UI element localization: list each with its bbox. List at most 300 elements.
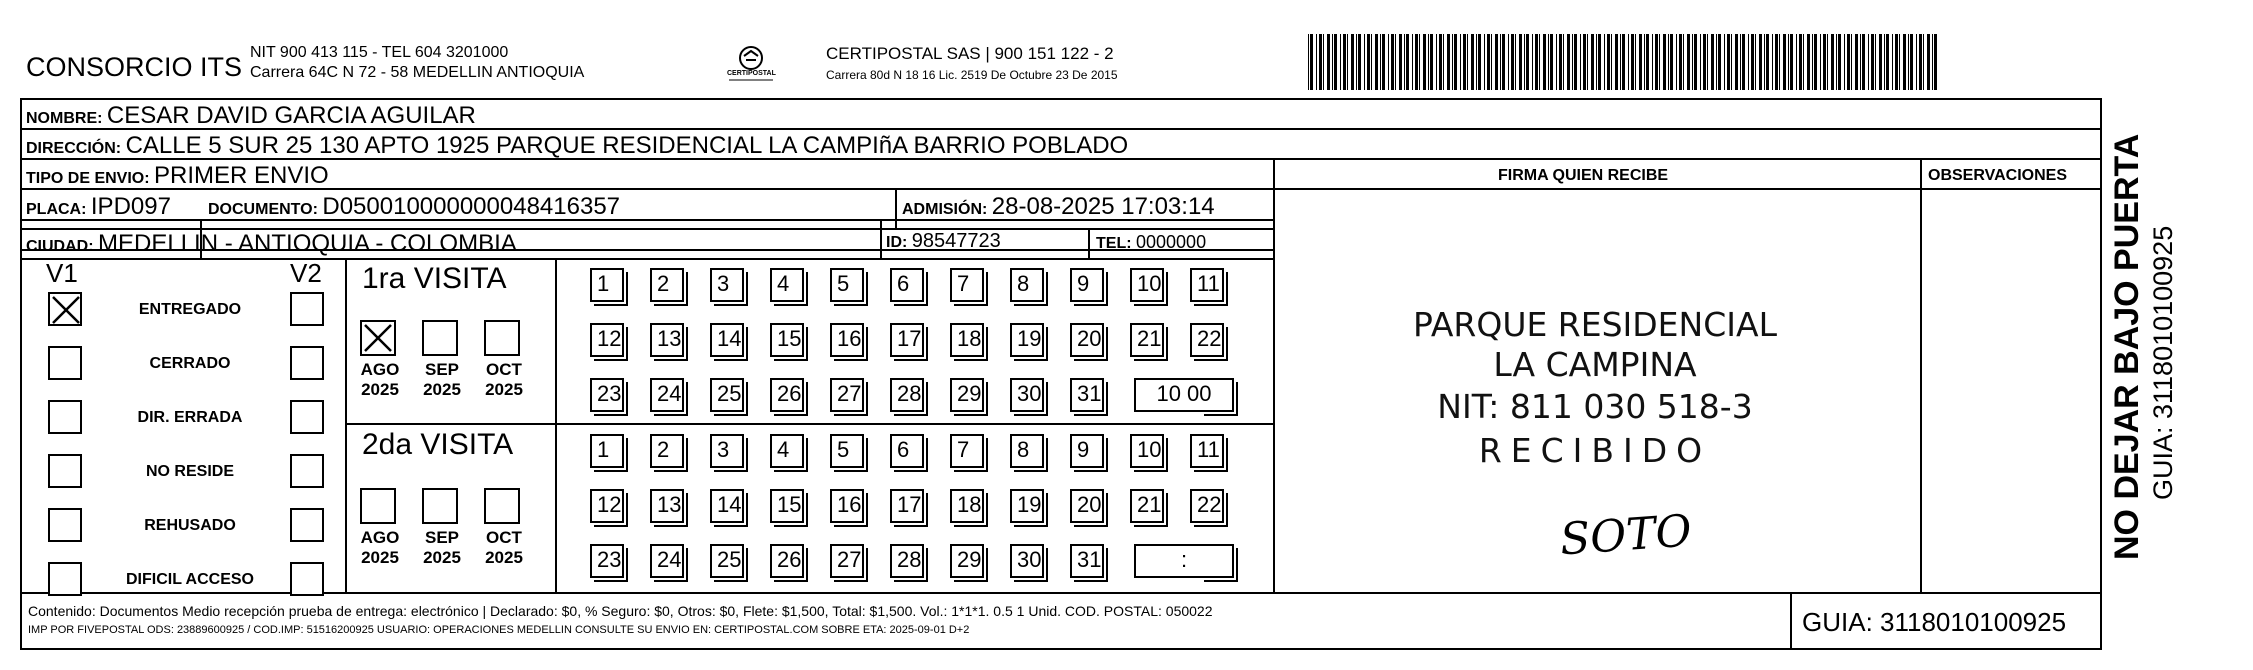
year-label: 2025 bbox=[361, 380, 399, 399]
courier-line1: CERTIPOSTAL SAS | 900 151 122 - 2 bbox=[826, 44, 1114, 63]
barcode-bar bbox=[1711, 34, 1714, 90]
barcode-bar bbox=[1511, 34, 1514, 90]
barcode-bar bbox=[1659, 34, 1660, 90]
barcode-bar bbox=[1467, 34, 1468, 90]
year-label: 2025 bbox=[485, 548, 523, 567]
barcode-bar bbox=[1919, 34, 1922, 90]
barcode-bar bbox=[1639, 34, 1642, 90]
day-checkbox[interactable]: 8 bbox=[1010, 268, 1044, 302]
barcode-bar bbox=[1644, 34, 1645, 90]
day-checkbox[interactable]: 15 bbox=[770, 489, 804, 523]
month-label: OCT bbox=[486, 528, 522, 547]
id-field bbox=[886, 230, 1001, 253]
admission-value: 28-08-2025 17:03:14 bbox=[991, 193, 1215, 220]
barcode-bar bbox=[1860, 34, 1861, 90]
company-info-line2: Carrera 64C N 72 - 58 MEDELLIN ANTIOQUIA bbox=[250, 64, 585, 81]
barcode-bar bbox=[1356, 34, 1357, 90]
day-checkbox[interactable]: 8 bbox=[1010, 434, 1044, 468]
day-checkbox[interactable]: 27 bbox=[830, 544, 864, 578]
barcode-bar bbox=[1428, 34, 1429, 90]
barcode-bar bbox=[1875, 34, 1876, 90]
tel-field bbox=[1096, 232, 1206, 253]
stamp-line1: PARQUE RESIDENCIAL bbox=[1413, 305, 1777, 344]
barcode-bar bbox=[1668, 34, 1669, 90]
barcode-bar bbox=[1316, 34, 1317, 90]
month-checkbox[interactable] bbox=[484, 488, 520, 524]
day-checkbox[interactable]: 26 bbox=[770, 378, 804, 412]
barcode-bar bbox=[1783, 34, 1786, 90]
day-checkbox[interactable]: 14 bbox=[710, 323, 744, 357]
company-name: CONSORCIO ITS bbox=[26, 52, 243, 82]
barcode-bar bbox=[1751, 34, 1754, 90]
day-checkbox[interactable]: 21 bbox=[1130, 323, 1164, 357]
day-checkbox[interactable]: 11 bbox=[1190, 434, 1224, 468]
day-checkbox[interactable]: 30 bbox=[1010, 378, 1044, 412]
v2-header: V2 bbox=[290, 258, 322, 288]
barcode-bar bbox=[1395, 34, 1396, 90]
barcode-bar bbox=[1443, 34, 1444, 90]
v1-status-checkbox[interactable] bbox=[48, 346, 82, 380]
barcode-bar bbox=[1788, 34, 1789, 90]
barcode-bar bbox=[1827, 34, 1828, 90]
barcode-bar bbox=[1742, 34, 1745, 90]
courier-line2: Carrera 80d N 18 16 Lic. 2519 De Octubre 23 De 2015 bbox=[826, 68, 1118, 82]
barcode-bar bbox=[1583, 34, 1586, 90]
day-checkbox[interactable]: 19 bbox=[1010, 489, 1044, 523]
day-checkbox[interactable]: 20 bbox=[1070, 489, 1104, 523]
side-warning: NO DEJAR BAJO PUERTA bbox=[2108, 133, 2146, 560]
v2-status-checkbox[interactable] bbox=[290, 562, 324, 596]
barcode-bar bbox=[1447, 34, 1450, 90]
year-label: 2025 bbox=[423, 380, 461, 399]
barcode-bar bbox=[1812, 34, 1813, 90]
day-checkbox[interactable]: 1 bbox=[590, 434, 624, 468]
barcode-bar bbox=[1764, 34, 1765, 90]
column-divider bbox=[555, 258, 557, 594]
barcode-bar bbox=[1831, 34, 1834, 90]
day-checkbox[interactable]: 21 bbox=[1130, 489, 1164, 523]
day-checkbox[interactable]: 4 bbox=[770, 268, 804, 302]
day-checkbox[interactable]: 24 bbox=[650, 544, 684, 578]
barcode-bar bbox=[1927, 34, 1930, 90]
barcode-bar bbox=[1526, 34, 1529, 90]
barcode-bar bbox=[1524, 34, 1525, 90]
barcode-bar bbox=[1587, 34, 1588, 90]
status-label: DIR. ERRADA bbox=[137, 409, 243, 426]
v2-status-checkbox[interactable] bbox=[290, 292, 324, 326]
stamp-line3: NIT: 811 030 518-3 bbox=[1437, 387, 1753, 426]
barcode-bar bbox=[1679, 34, 1682, 90]
barcode-bar bbox=[1707, 34, 1708, 90]
barcode-bar bbox=[1916, 34, 1917, 90]
barcode-bar bbox=[1454, 34, 1457, 90]
certipostal-logo bbox=[725, 42, 777, 92]
day-checkbox[interactable]: 28 bbox=[890, 544, 924, 578]
barcode-bar bbox=[1535, 34, 1538, 90]
barcode-bar bbox=[1556, 34, 1557, 90]
barcode-bar bbox=[1598, 34, 1601, 90]
day-checkbox[interactable]: 22 bbox=[1190, 489, 1224, 523]
barcode-bar bbox=[1799, 34, 1802, 90]
status-label: REHUSADO bbox=[144, 517, 236, 534]
barcode-bar bbox=[1382, 34, 1385, 90]
day-checkbox[interactable]: 1 bbox=[590, 268, 624, 302]
visit1-title: 1ra VISITA bbox=[362, 262, 507, 295]
barcode-bar bbox=[1463, 34, 1466, 90]
day-checkbox[interactable]: 10 bbox=[1130, 434, 1164, 468]
month-checkbox[interactable] bbox=[422, 320, 458, 356]
visit2-title: 2da VISITA bbox=[362, 428, 514, 461]
send-type-row bbox=[26, 162, 329, 190]
barcode-bar bbox=[1663, 34, 1666, 90]
city-field bbox=[26, 230, 517, 258]
day-checkbox[interactable]: 25 bbox=[710, 544, 744, 578]
barcode-bar bbox=[1847, 34, 1850, 90]
day-checkbox[interactable]: 6 bbox=[890, 434, 924, 468]
day-checkbox[interactable]: 20 bbox=[1070, 323, 1104, 357]
day-checkbox[interactable]: 11 bbox=[1190, 268, 1224, 302]
barcode-bar bbox=[1611, 34, 1612, 90]
day-checkbox[interactable]: 7 bbox=[950, 268, 984, 302]
document-label: DOCUMENTO: bbox=[208, 201, 318, 218]
day-checkbox[interactable]: 9 bbox=[1070, 434, 1104, 468]
v1-status-checkbox[interactable] bbox=[48, 508, 82, 542]
barcode-bar bbox=[1574, 34, 1577, 90]
barcode-bar bbox=[1596, 34, 1597, 90]
barcode-bar bbox=[1775, 34, 1778, 90]
day-checkbox[interactable]: 18 bbox=[950, 489, 984, 523]
barcode-bar bbox=[1807, 34, 1810, 90]
barcode-bar bbox=[1908, 34, 1909, 90]
side-guia: GUIA: 3118010100925 bbox=[2148, 225, 2178, 500]
barcode-bar bbox=[1332, 34, 1333, 90]
barcode-bar bbox=[1532, 34, 1533, 90]
footer-guia: GUIA: 3118010100925 bbox=[1802, 607, 2067, 637]
day-checkbox[interactable]: 31 bbox=[1070, 544, 1104, 578]
frame-top bbox=[20, 98, 2102, 100]
column-divider bbox=[1920, 158, 1922, 594]
recipient-address: CALLE 5 SUR 25 130 APTO 1925 PARQUE RESIDENCIAL LA CAMPIñA BARRIO POBLADO bbox=[125, 132, 1129, 159]
footer-content: Contenido: Documentos Medio recepción prueba de entrega: electrónico | Declarado: $0, % Seguro: $0, Otros: $0, Flete: $1,500, Total: $1,500. Vol.: 1*1*1. 0.5 1 Unid. COD. POSTAL: 050022 bbox=[28, 603, 1213, 619]
v1-status-checkbox[interactable] bbox=[48, 292, 82, 326]
plate-field bbox=[26, 193, 171, 221]
barcode-bar bbox=[1932, 34, 1933, 90]
status-label: DIFICIL ACCESO bbox=[125, 571, 254, 588]
day-checkbox[interactable]: 28 bbox=[890, 378, 924, 412]
barcode-bar bbox=[1406, 34, 1409, 90]
day-checkbox[interactable]: 9 bbox=[1070, 268, 1104, 302]
id-label: ID: bbox=[886, 234, 908, 251]
name-row bbox=[26, 102, 476, 130]
barcode-bar bbox=[1740, 34, 1741, 90]
day-checkbox[interactable]: 6 bbox=[890, 268, 924, 302]
day-checkbox[interactable]: 15 bbox=[770, 323, 804, 357]
day-checkbox[interactable]: 16 bbox=[830, 489, 864, 523]
barcode-bar bbox=[1735, 34, 1738, 90]
barcode-bar bbox=[1748, 34, 1749, 90]
barcode-bar bbox=[1375, 34, 1378, 90]
barcode-bar bbox=[1855, 34, 1858, 90]
barcode-bar bbox=[1388, 34, 1389, 90]
v2-status-checkbox[interactable] bbox=[290, 346, 324, 380]
barcode-bar bbox=[1934, 34, 1937, 90]
day-checkbox[interactable]: 29 bbox=[950, 544, 984, 578]
barcode-bar bbox=[1635, 34, 1636, 90]
barcode-bar bbox=[1539, 34, 1540, 90]
day-checkbox[interactable]: 3 bbox=[710, 434, 744, 468]
logo-text: CERTIPOSTAL bbox=[727, 70, 776, 77]
barcode-bar bbox=[1559, 34, 1562, 90]
barcode-bar bbox=[1580, 34, 1581, 90]
barcode-bar bbox=[1519, 34, 1522, 90]
barcode-bar bbox=[1622, 34, 1625, 90]
barcode-bar bbox=[1391, 34, 1394, 90]
barcode-bar bbox=[1364, 34, 1365, 90]
year-label: 2025 bbox=[423, 548, 461, 567]
barcode-bar bbox=[1491, 34, 1492, 90]
barcode-bar bbox=[1380, 34, 1381, 90]
barcode-bar bbox=[1471, 34, 1474, 90]
barcode-bar bbox=[1838, 34, 1841, 90]
stamp-line4: RECIBIDO bbox=[1478, 431, 1712, 470]
barcode-bar bbox=[1591, 34, 1594, 90]
barcode-bar bbox=[1327, 34, 1330, 90]
month-checkbox[interactable] bbox=[360, 320, 396, 356]
barcode-bar bbox=[1655, 34, 1658, 90]
v2-status-checkbox[interactable] bbox=[290, 508, 324, 542]
day-checkbox[interactable]: 16 bbox=[830, 323, 864, 357]
day-checkbox[interactable]: 30 bbox=[1010, 544, 1044, 578]
day-checkbox[interactable]: 25 bbox=[710, 378, 744, 412]
day-checkbox[interactable]: 10 bbox=[1130, 268, 1164, 302]
barcode-bar bbox=[1683, 34, 1684, 90]
month-checkbox[interactable] bbox=[422, 488, 458, 524]
handwritten-signature: SOTO bbox=[1558, 505, 1694, 566]
barcode-bar bbox=[1886, 34, 1889, 90]
v1-status-checkbox[interactable] bbox=[48, 400, 82, 434]
barcode-bar bbox=[1755, 34, 1756, 90]
barcode-bar bbox=[1358, 34, 1361, 90]
column-divider bbox=[880, 219, 882, 259]
barcode-bar bbox=[1604, 34, 1605, 90]
barcode-bar bbox=[1903, 34, 1906, 90]
column-divider bbox=[1790, 592, 1792, 650]
send-type: PRIMER ENVIO bbox=[154, 162, 329, 189]
barcode-bar bbox=[1646, 34, 1649, 90]
barcode-bar bbox=[1351, 34, 1354, 90]
day-checkbox[interactable]: 23 bbox=[590, 378, 624, 412]
barcode-bar bbox=[1687, 34, 1690, 90]
day-checkbox[interactable]: 18 bbox=[950, 323, 984, 357]
barcode-bar bbox=[1694, 34, 1697, 90]
day-checkbox[interactable]: 12 bbox=[590, 323, 624, 357]
column-divider bbox=[895, 188, 897, 228]
address-row bbox=[26, 132, 1128, 160]
barcode-bar bbox=[1478, 34, 1481, 90]
day-checkbox[interactable]: 19 bbox=[1010, 323, 1044, 357]
barcode-bar bbox=[1823, 34, 1826, 90]
barcode-bar bbox=[1423, 34, 1426, 90]
frame-left bbox=[20, 98, 22, 650]
barcode-bar bbox=[1868, 34, 1869, 90]
barcode-bar bbox=[1631, 34, 1634, 90]
barcode-bar bbox=[1415, 34, 1418, 90]
day-checkbox[interactable]: 4 bbox=[770, 434, 804, 468]
stamp-line2: LA CAMPINA bbox=[1493, 345, 1697, 384]
barcode-bar bbox=[1495, 34, 1498, 90]
row-divider bbox=[20, 258, 1273, 260]
barcode-bar bbox=[1766, 34, 1769, 90]
barcode-bar bbox=[1319, 34, 1322, 90]
barcode-bar bbox=[1371, 34, 1372, 90]
day-checkbox[interactable]: 23 bbox=[590, 544, 624, 578]
admission-label: ADMISIÓN: bbox=[902, 201, 988, 218]
day-checkbox[interactable]: 5 bbox=[830, 434, 864, 468]
row-divider bbox=[20, 188, 2102, 190]
day-checkbox[interactable]: 13 bbox=[650, 489, 684, 523]
time-box[interactable]: : bbox=[1134, 544, 1234, 578]
barcode-bar bbox=[1923, 34, 1924, 90]
document-value: D050010000000048416357 bbox=[322, 193, 621, 220]
day-checkbox[interactable]: 29 bbox=[950, 378, 984, 412]
v2-status-checkbox[interactable] bbox=[290, 454, 324, 488]
footer-print-info: IMP POR FIVEPOSTAL ODS: 23889600925 / COD.IMP: 51516200925 USUARIO: OPERACIONES MEDELLIN CONSULTE SU ENVIO EN: CERTIPOSTAL.COM SOBRE ETA: 2025-09-01 D+2 bbox=[28, 624, 970, 636]
id-value: 98547723 bbox=[911, 230, 1001, 252]
barcode-bar bbox=[1879, 34, 1882, 90]
barcode-bar bbox=[1310, 34, 1313, 90]
barcode-bar bbox=[1334, 34, 1337, 90]
barcode-bar bbox=[1862, 34, 1865, 90]
barcode-bar bbox=[1439, 34, 1442, 90]
barcode-bar bbox=[1892, 34, 1893, 90]
column-divider bbox=[345, 258, 347, 594]
v1-status-checkbox[interactable] bbox=[48, 454, 82, 488]
barcode-bar bbox=[1676, 34, 1677, 90]
frame-right bbox=[2100, 98, 2102, 650]
observations-title: OBSERVACIONES bbox=[1928, 167, 2067, 184]
barcode-bar bbox=[1779, 34, 1780, 90]
barcode-bar bbox=[1851, 34, 1852, 90]
tel-value: 0000000 bbox=[1136, 232, 1207, 252]
day-checkbox[interactable]: 26 bbox=[770, 544, 804, 578]
month-checkbox[interactable] bbox=[360, 488, 396, 524]
month-label: SEP bbox=[424, 528, 460, 547]
barcode-bar bbox=[1692, 34, 1693, 90]
barcode-bar bbox=[1759, 34, 1762, 90]
barcode-bar bbox=[1308, 34, 1309, 90]
day-checkbox[interactable]: 2 bbox=[650, 434, 684, 468]
barcode-bar bbox=[1399, 34, 1402, 90]
month-label: OCT bbox=[486, 360, 522, 379]
day-checkbox[interactable]: 22 bbox=[1190, 323, 1224, 357]
barcode-bar bbox=[1628, 34, 1629, 90]
day-checkbox[interactable]: 17 bbox=[890, 323, 924, 357]
barcode-bar bbox=[1543, 34, 1546, 90]
tel-label: TEL: bbox=[1096, 235, 1132, 252]
barcode-bar bbox=[1803, 34, 1804, 90]
barcode-bar bbox=[1814, 34, 1817, 90]
barcode-bar bbox=[1502, 34, 1505, 90]
admission-field bbox=[902, 193, 1215, 221]
day-checkbox[interactable]: 7 bbox=[950, 434, 984, 468]
barcode-bar bbox=[1910, 34, 1913, 90]
signature-title: FIRMA QUIEN RECIBE bbox=[1498, 167, 1669, 184]
barcode-bar bbox=[1567, 34, 1570, 90]
v2-status-checkbox[interactable] bbox=[290, 400, 324, 434]
barcode-bar bbox=[1452, 34, 1453, 90]
barcode-bar bbox=[1340, 34, 1341, 90]
day-checkbox[interactable]: 13 bbox=[650, 323, 684, 357]
day-checkbox[interactable]: 14 bbox=[710, 489, 744, 523]
receipt-stamp bbox=[1380, 305, 1810, 473]
barcode bbox=[1308, 34, 1948, 92]
day-checkbox[interactable]: 12 bbox=[590, 489, 624, 523]
visit-divider bbox=[345, 423, 1273, 425]
barcode-bar bbox=[1607, 34, 1610, 90]
barcode-bar bbox=[1716, 34, 1717, 90]
recipient-name: CESAR DAVID GARCIA AGUILAR bbox=[106, 102, 476, 129]
barcode-bar bbox=[1343, 34, 1346, 90]
day-checkbox[interactable]: 17 bbox=[890, 489, 924, 523]
barcode-bar bbox=[1724, 34, 1725, 90]
send-type-label: TIPO DE ENVIO: bbox=[26, 170, 150, 187]
day-checkbox[interactable]: 24 bbox=[650, 378, 684, 412]
barcode-bar bbox=[1790, 34, 1793, 90]
barcode-bar bbox=[1412, 34, 1413, 90]
barcode-bar bbox=[1796, 34, 1797, 90]
time-box[interactable]: 10 00 bbox=[1134, 378, 1234, 412]
day-checkbox[interactable]: 5 bbox=[830, 268, 864, 302]
name-label: NOMBRE: bbox=[26, 110, 103, 127]
barcode-bar bbox=[1871, 34, 1874, 90]
city-value: MEDELLIN - ANTIOQUIA - COLOMBIA bbox=[98, 230, 517, 257]
barcode-bar bbox=[1772, 34, 1773, 90]
barcode-bar bbox=[1670, 34, 1673, 90]
barcode-bar bbox=[1572, 34, 1573, 90]
day-checkbox[interactable]: 3 bbox=[710, 268, 744, 302]
column-divider bbox=[1088, 228, 1090, 258]
day-checkbox[interactable]: 27 bbox=[830, 378, 864, 412]
month-checkbox[interactable] bbox=[484, 320, 520, 356]
plate-label: PLACA: bbox=[26, 201, 87, 218]
barcode-bar bbox=[1836, 34, 1837, 90]
barcode-bar bbox=[1430, 34, 1433, 90]
day-checkbox[interactable]: 31 bbox=[1070, 378, 1104, 412]
barcode-bar bbox=[1548, 34, 1549, 90]
document-field bbox=[208, 193, 620, 221]
month-label: AGO bbox=[360, 528, 400, 547]
barcode-bar bbox=[1820, 34, 1821, 90]
status-label: NO RESIDE bbox=[145, 463, 234, 480]
day-checkbox[interactable]: 2 bbox=[650, 268, 684, 302]
status-label: CERRADO bbox=[149, 355, 231, 372]
barcode-bar bbox=[1476, 34, 1477, 90]
barcode-bar bbox=[1419, 34, 1420, 90]
barcode-bar bbox=[1347, 34, 1348, 90]
month-label: AGO bbox=[360, 360, 400, 379]
barcode-bar bbox=[1515, 34, 1516, 90]
barcode-bar bbox=[1484, 34, 1485, 90]
address-label: DIRECCIÓN: bbox=[26, 140, 122, 157]
plate-value: IPD097 bbox=[90, 193, 171, 220]
barcode-bar bbox=[1731, 34, 1732, 90]
city-label: CIUDAD: bbox=[26, 238, 94, 255]
barcode-bar bbox=[1563, 34, 1564, 90]
company-info-line1: NIT 900 413 115 - TEL 604 3201000 bbox=[250, 44, 509, 61]
barcode-bar bbox=[1550, 34, 1553, 90]
v1-status-checkbox[interactable] bbox=[48, 562, 82, 596]
barcode-bar bbox=[1899, 34, 1900, 90]
